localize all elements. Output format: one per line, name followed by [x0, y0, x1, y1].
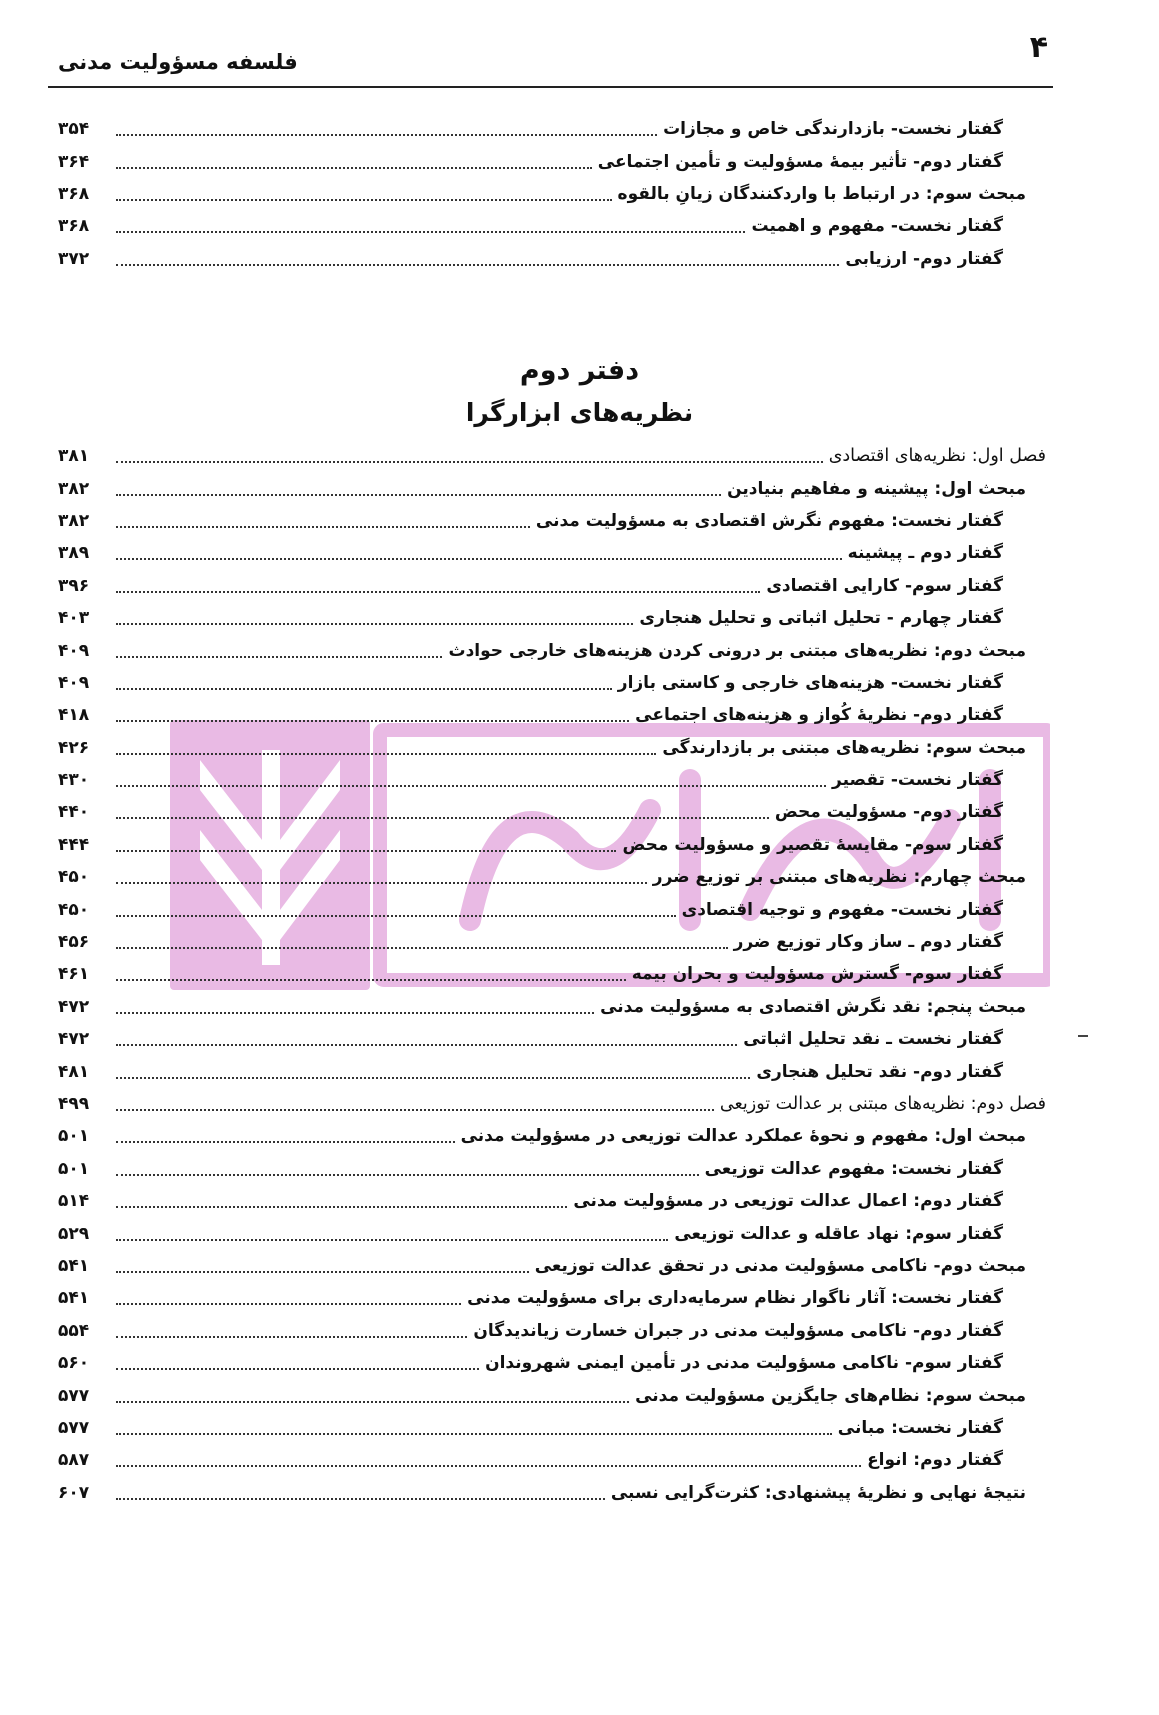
toc-leader [116, 494, 721, 496]
toc-leader [116, 1368, 479, 1370]
toc-entry[interactable] [58, 1120, 1046, 1152]
toc-entry-title: فصل دوم: نظریه‌های مبتنی بر عدالت توزیعی [719, 1094, 1046, 1114]
toc-entry[interactable] [58, 1055, 1046, 1087]
toc-entry-title: گفتار دوم- ارزیابی [845, 248, 1003, 269]
toc-entry-title: گفتار نخست- هزینه‌های خارجی و کاستی بازار [617, 672, 1003, 693]
toc-entry[interactable] [58, 764, 1046, 796]
toc-leader [116, 785, 826, 787]
toc-entry-title: گفتار سوم- ناکامی مسؤولیت مدنی در تأمین ایمنی شهروندان [485, 1353, 1003, 1374]
toc-entry-title: مبحث دوم: نظریه‌های مبتنی بر درونی کردن هزینه‌های خارجی حوادث [448, 640, 1026, 661]
book-title: فلسفه مسؤولیت مدنی [58, 50, 298, 74]
toc-entry[interactable] [58, 178, 1046, 210]
toc-entry[interactable] [58, 1412, 1046, 1444]
toc-entry[interactable] [58, 1444, 1046, 1476]
toc-leader [116, 264, 839, 266]
toc-entry[interactable] [58, 893, 1046, 925]
toc-entry[interactable] [58, 796, 1046, 828]
part-title: دفتر دوم [519, 355, 640, 386]
toc-entry[interactable] [58, 113, 1046, 145]
header-rule [48, 86, 1053, 88]
toc-entry-title: گفتار دوم- مسؤولیت محض [774, 802, 1003, 823]
toc-entry-page: ۵۴۱ [58, 1255, 90, 1276]
toc-entry-page: ۳۶۴ [58, 151, 90, 172]
toc-entry[interactable] [58, 537, 1046, 569]
toc-leader [116, 558, 842, 560]
toc-entry[interactable] [58, 1088, 1046, 1120]
toc-entry-page: ۳۸۱ [58, 446, 90, 467]
toc-entry-title: مبحث سوم: نظام‌های جایگزین مسؤولیت مدنی [635, 1385, 1026, 1406]
toc-entry[interactable] [58, 926, 1046, 958]
toc-entry[interactable] [58, 440, 1046, 472]
toc-leader [116, 1336, 467, 1338]
toc-entry-page: ۴۸۱ [58, 1061, 90, 1082]
toc-entry-title: نتیجهٔ نهایی و نظریهٔ پیشنهادی: کثرت‌گرایی نسبی [610, 1482, 1026, 1503]
toc-entry[interactable] [58, 1347, 1046, 1379]
toc-leader [116, 1239, 668, 1241]
toc-entry-page: ۴۳۰ [58, 770, 90, 791]
toc-entry-title: گفتار دوم- ناکامی مسؤولیت مدنی در جبران خسارت زیاندیدگان [473, 1320, 1003, 1341]
toc-entry-title: گفتار دوم ـ ساز وکار توزیع ضرر [733, 932, 1003, 953]
toc-entry-page: ۳۶۸ [58, 216, 90, 237]
toc-entry-title: گفتار دوم- نظریهٔ کُواز و هزینه‌های اجتماعی [635, 705, 1003, 726]
toc-entry-title: گفتار دوم ـ پیشینه [847, 543, 1003, 564]
toc-entry-title: مبحث دوم- ناکامی مسؤولیت مدنی در تحقق عدالت توزیعی [534, 1255, 1026, 1276]
toc-entry[interactable] [58, 145, 1046, 177]
toc-entry-title: گفتار سوم- گسترش مسؤولیت و بحران بیمه [631, 964, 1003, 985]
toc-leader [116, 1174, 699, 1176]
toc-leader [116, 1141, 455, 1143]
toc-entry-page: ۳۹۶ [58, 575, 90, 596]
toc-entry-title: گفتار نخست- بازدارندگی خاص و مجازات [663, 119, 1003, 140]
toc-entry-title: گفتار نخست ـ نقد تحلیل اثباتی [743, 1029, 1003, 1050]
toc-leader [116, 591, 760, 593]
toc-entry-page: ۵۰۱ [58, 1126, 90, 1147]
toc-leader [116, 1206, 567, 1208]
toc-entry-page: ۳۸۹ [58, 543, 90, 564]
toc-entry[interactable] [58, 1477, 1046, 1509]
toc-entry-title: گفتار سوم- کارایی اقتصادی [766, 575, 1003, 596]
toc-entry-page: ۵۰۱ [58, 1158, 90, 1179]
toc-entry-page: ۴۱۸ [58, 705, 90, 726]
toc-entry-title: گفتار دوم: اعمال عدالت توزیعی در مسؤولیت مدنی [573, 1191, 1003, 1212]
toc-leader [116, 461, 823, 463]
toc-leader [116, 526, 530, 528]
toc-entry[interactable] [58, 243, 1046, 275]
toc-leader [116, 1044, 737, 1046]
toc-leader [116, 1303, 461, 1305]
toc-entry-page: ۴۰۹ [58, 640, 90, 661]
toc-entry-page: ۴۰۹ [58, 672, 90, 693]
toc-entry-page: ۴۹۹ [58, 1094, 90, 1114]
margin-mark [1078, 1035, 1088, 1037]
toc-entry-title: مبحث اول: مفهوم و نحوهٔ عملکرد عدالت توزیعی در مسؤولیت مدنی [460, 1126, 1026, 1147]
toc-entry-page: ۵۴۱ [58, 1288, 90, 1309]
toc-leader [116, 850, 616, 852]
toc-entry[interactable] [58, 829, 1046, 861]
toc-entry-page: ۵۷۷ [58, 1385, 90, 1406]
toc-entry[interactable] [58, 667, 1046, 699]
toc-entry-title: گفتار سوم: نهاد عاقله و عدالت توزیعی [674, 1223, 1003, 1244]
toc-entry-title: گفتار چهارم - تحلیل اثباتی و تحلیل هنجاری [639, 608, 1003, 629]
toc-entry-page: ۴۶۱ [58, 964, 90, 985]
toc-entry-page: ۵۶۰ [58, 1353, 90, 1374]
toc-leader [116, 134, 657, 136]
toc-entry-title: گفتار نخست: مبانی [837, 1417, 1003, 1438]
toc-entry-page: ۳۸۲ [58, 510, 90, 531]
toc-entry[interactable] [58, 634, 1046, 666]
toc-entry-title: مبحث چهارم: نظریه‌های مبتنی بر توزیع ضرر [652, 867, 1026, 888]
toc-entry-page: ۳۵۴ [58, 119, 90, 140]
toc-entry-page: ۴۲۶ [58, 737, 90, 758]
toc-entry-page: ۵۱۴ [58, 1191, 90, 1212]
toc-entry[interactable] [58, 1153, 1046, 1185]
toc-entry-title: گفتار نخست: آثار ناگوار نظام سرمایه‌داری برای مسؤولیت مدنی [467, 1288, 1003, 1309]
toc-leader [116, 1077, 750, 1079]
toc-leader [116, 1433, 832, 1435]
toc-leader [116, 1465, 861, 1467]
toc-entry[interactable] [58, 1023, 1046, 1055]
toc-leader [116, 688, 612, 690]
toc-entry-title: گفتار نخست- مفهوم و توجیه اقتصادی [681, 899, 1003, 920]
toc-leader [116, 882, 647, 884]
toc-entry-title: مبحث سوم: در ارتباط با واردکنندگان زیانِ بالقوه [617, 183, 1026, 204]
toc-leader [116, 979, 626, 981]
toc-leader [116, 915, 676, 917]
toc-entry[interactable] [58, 1217, 1046, 1249]
toc-entry[interactable] [58, 210, 1046, 242]
toc-entry-page: ۵۲۹ [58, 1223, 90, 1244]
page-number: ۴ [1029, 30, 1048, 65]
toc-leader [116, 167, 592, 169]
toc-leader [116, 1498, 605, 1500]
toc-entry[interactable] [58, 1315, 1046, 1347]
toc-entry[interactable] [58, 505, 1046, 537]
toc-leader [116, 1271, 529, 1273]
toc-leader [116, 817, 769, 819]
toc-entry-page: ۶۰۷ [58, 1482, 90, 1503]
toc-entry-page: ۴۴۰ [58, 802, 90, 823]
toc-entry[interactable] [58, 861, 1046, 893]
toc-entry-title: گفتار دوم: انواع [867, 1450, 1003, 1471]
toc-entry-title: گفتار نخست- مفهوم و اهمیت [751, 216, 1003, 237]
toc-entry-page: ۴۴۴ [58, 834, 90, 855]
toc-entry-title: گفتار دوم- تأثیر بیمهٔ مسؤولیت و تأمین اجتماعی [597, 151, 1003, 172]
page-header [48, 30, 1048, 84]
toc-entry-title: گفتار نخست- تقصیر [832, 770, 1003, 791]
toc-entry[interactable] [58, 991, 1046, 1023]
toc-entry-title: مبحث پنجم: نقد نگرش اقتصادی به مسؤولیت مدنی [600, 996, 1026, 1017]
toc-entry-title: گفتار دوم- نقد تحلیل هنجاری [756, 1061, 1003, 1082]
toc-entry[interactable] [58, 1379, 1046, 1411]
toc-entry-page: ۳۶۸ [58, 183, 90, 204]
toc-entry-page: ۴۵۰ [58, 899, 90, 920]
toc-entry-page: ۵۵۴ [58, 1320, 90, 1341]
toc-leader [116, 753, 656, 755]
toc-entry[interactable] [58, 1185, 1046, 1217]
toc-entry[interactable] [58, 1250, 1046, 1282]
toc-leader [116, 656, 442, 658]
toc-leader [116, 199, 612, 201]
toc-entry[interactable] [58, 1282, 1046, 1314]
toc-entry-page: ۴۵۶ [58, 932, 90, 953]
toc-entry[interactable] [58, 472, 1046, 504]
toc-leader [116, 1012, 594, 1014]
toc-leader [116, 1109, 714, 1111]
toc-entry[interactable] [58, 699, 1046, 731]
toc-entry-title: فصل اول: نظریه‌های اقتصادی [828, 446, 1046, 467]
toc-entry-title: مبحث اول: پیشینه و مفاهیم بنیادین [727, 478, 1026, 499]
toc-entry-page: ۴۷۲ [58, 996, 90, 1017]
toc-entry-title: گفتار نخست: مفهوم عدالت توزیعی [704, 1158, 1003, 1179]
toc-entry-page: ۴۷۲ [58, 1029, 90, 1050]
part-subtitle: نظریه‌های ابزارگرا [465, 398, 694, 427]
toc-entry-page: ۳۷۲ [58, 248, 90, 269]
toc-entry[interactable] [58, 958, 1046, 990]
toc-entry-title: مبحث سوم: نظریه‌های مبتنی بر بازدارندگی [662, 737, 1026, 758]
toc-entry-title: گفتار سوم- مقایسهٔ تقصیر و مسؤولیت محض [622, 834, 1003, 855]
toc-entry[interactable] [58, 570, 1046, 602]
toc-entry-page: ۵۷۷ [58, 1417, 90, 1438]
toc-continued [58, 113, 1046, 275]
toc-main [58, 440, 1046, 1509]
toc-leader [116, 1401, 629, 1403]
toc-leader [116, 947, 728, 949]
toc-entry[interactable] [58, 602, 1046, 634]
toc-entry-page: ۴۵۰ [58, 867, 90, 888]
toc-leader [116, 720, 629, 722]
toc-entry-page: ۳۸۲ [58, 478, 90, 499]
toc-entry-page: ۵۸۷ [58, 1450, 90, 1471]
toc-entry-page: ۴۰۳ [58, 608, 90, 629]
toc-leader [116, 231, 745, 233]
toc-leader [116, 623, 633, 625]
toc-entry-title: گفتار نخست: مفهوم نگرش اقتصادی به مسؤولیت مدنی [535, 510, 1003, 531]
toc-entry[interactable] [58, 732, 1046, 764]
